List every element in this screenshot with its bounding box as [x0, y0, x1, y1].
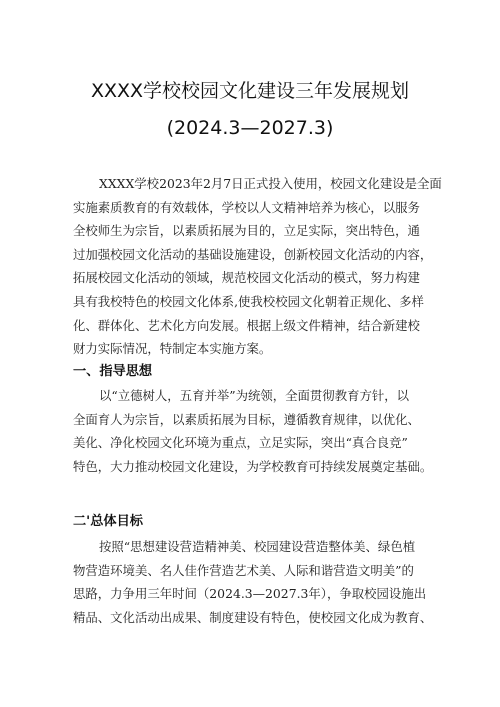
paragraph-line: 特色，大力推动校园文化建设，为学校教育可持续发展奠定基础。: [73, 458, 433, 474]
paragraph-line: 拓展校园文化活动的领域，规范校园文化活动的模式，努力构建: [73, 270, 420, 286]
paragraph-line: 以“立德树人，五育并举”为统领，全面贯彻教育方针，以: [99, 388, 410, 403]
paragraph-line: 思路，力争用三年时间（2024.3—2027.3年），争取校园设施出: [73, 586, 427, 602]
paragraph-line: 精品、文化活动出成果、制度建设有特色，使校园文化成为教育、: [73, 609, 433, 625]
paragraph-line: 财力实际情况，特制定本实施方案。: [73, 341, 272, 357]
paragraph-line: 美化、净化校园文化环境为重点，立足实际，突出“真合良竞”: [73, 435, 408, 451]
paragraph-line: 化、群体化、艺术化方向发展。根据上级文件精神，结合新建校: [73, 317, 420, 333]
paragraph-line: 过加强校园文化活动的基础设施建设，创新校园文化活动的内容，: [73, 246, 433, 262]
document-title: XXXX学校校园文化建设三年发展规划: [90, 80, 410, 102]
paragraph-line: 具有我校特色的校园文化体系,使我校校园文化朝着正规化、多样: [73, 293, 424, 309]
paragraph-line: 物营造环境美、名人佳作营造艺术美、人际和谐营造文明美”的: [73, 562, 414, 578]
section1-paragraph: [73, 384, 438, 478]
section-heading-guiding-ideology: 一、指导思想: [73, 364, 153, 379]
paragraph-line: XXXX学校2023年2月7日正式投入使用，校园文化建设是全面: [99, 176, 442, 191]
intro-paragraph: [73, 172, 442, 361]
section2-paragraph: [73, 535, 438, 629]
section-heading-overall-goal: 二'总体目标: [73, 514, 143, 529]
paragraph-line: 实施素质教育的有效载体，学校以人文精神培养为核心，以服务: [73, 199, 420, 215]
paragraph-line: 按照“思想建设营造精神美、校园建设营造整体美、绿色植: [99, 539, 416, 554]
paragraph-line: 全面育人为宗旨，以素质拓展为目标，遵循教育规律，以优化、: [73, 411, 420, 427]
paragraph-line: 全校师生为宗旨，以素质拓展为目的，立足实际，突出特色，通: [73, 223, 420, 239]
document-subtitle: (2024.3—2027.3): [166, 117, 334, 139]
